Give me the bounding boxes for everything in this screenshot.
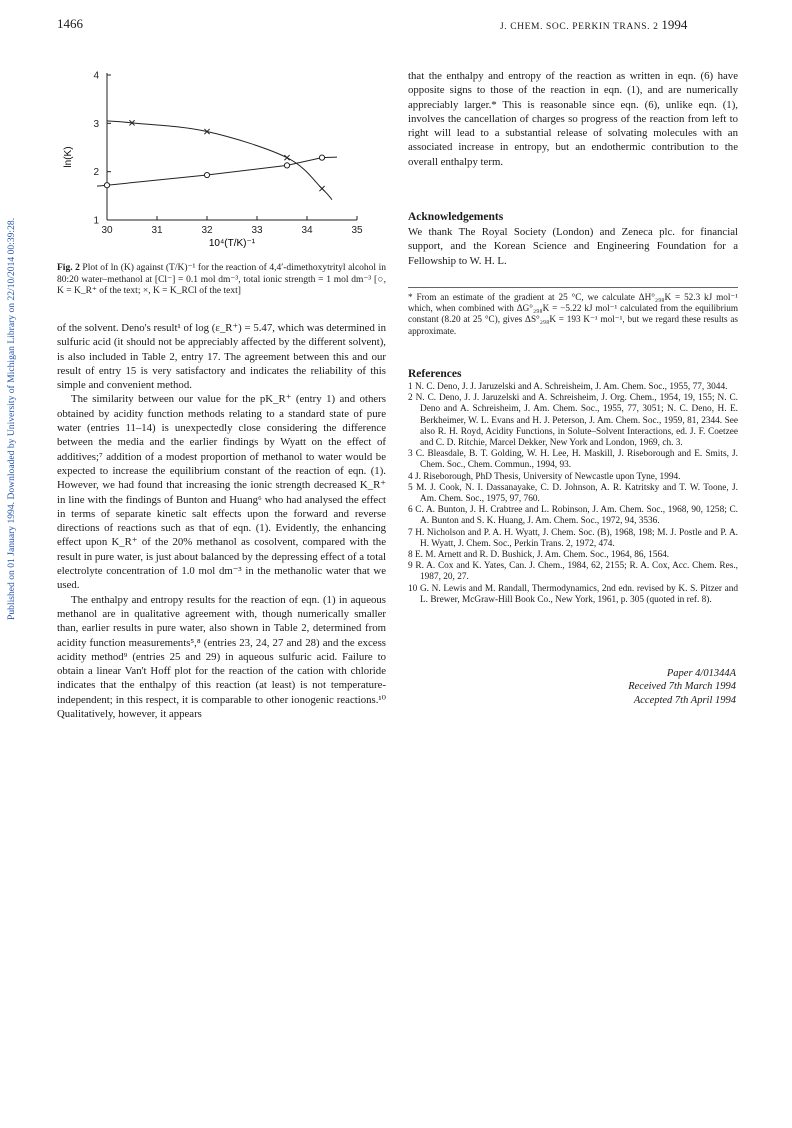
circle-data-point bbox=[319, 155, 324, 160]
download-side-note-text: Published on 01 January 1994. Downloaded by University of Michigan Library on 22/10/2014 00:39:28. bbox=[6, 217, 17, 620]
acknowledgements-text: We thank The Royal Society (London) and Zeneca plc. for financial support, and the Korean Science and Engineering Foundation for a Fellowship to W. H. L. bbox=[408, 226, 738, 267]
x-tick-label: 35 bbox=[351, 225, 363, 236]
circle-data-point bbox=[284, 163, 289, 168]
reference-item: 5 M. J. Cook, N. I. Dassanayake, C. D. Johnson, A. R. Katritsky and T. W. Toone, J. Am. Chem. Soc., 1975, 97, 760. bbox=[408, 482, 738, 505]
paragraph-continuation: that the enthalpy and entropy of the reaction as written in eqn. (6) have opposite signs to those of the reaction in eqn. (1), and are numerically appreciably larger.* This is reasonable since eqn. (6), unlike eqn. (1), involves the cancellation of charges so progress of the reaction from left to right will lead to a substantial release of solvating molecules with an associated increase in entropy, but an endothermic contribution to the overall enthalpy term. bbox=[408, 70, 738, 168]
page-number: 1466 bbox=[57, 16, 83, 31]
y-tick-label: 2 bbox=[93, 167, 99, 179]
circle-data-point bbox=[104, 183, 109, 188]
series-circle-line bbox=[97, 157, 337, 186]
journal-year: 1994 bbox=[661, 17, 688, 32]
accepted-date: Accepted 7th April 1994 bbox=[633, 694, 736, 706]
y-tick-label: 1 bbox=[93, 215, 99, 227]
series-cross-line bbox=[107, 121, 332, 200]
left-column bbox=[57, 321, 386, 721]
reference-item: 1 N. C. Deno, J. J. Jaruzelski and A. Schreisheim, J. Am. Chem. Soc., 1955, 77, 3044. bbox=[408, 382, 728, 392]
download-side-note bbox=[6, 100, 18, 620]
paper-number: Paper 4/01344A bbox=[666, 668, 736, 679]
x-tick-label: 31 bbox=[151, 225, 163, 236]
reference-item: 4 J. Riseborough, PhD Thesis, University of Newcastle upon Tyne, 1994. bbox=[408, 471, 681, 482]
references-heading: References bbox=[408, 368, 462, 380]
chart-axes bbox=[93, 71, 363, 237]
paragraph-deno: of the solvent. Deno's result¹ of log (ε_R⁺) = 5.47, which was determined in sulfuric acid (it should not be appreciably affected by the different solvent), is also included in Table 2, entry 17. The agreement between this and our result of entry 15 is very satisfactory and indicates the reliability of this simple and convenient method. bbox=[57, 322, 386, 392]
reference-item: 7 H. Nicholson and P. A. H. Wyatt, J. Chem. Soc. (B), 1968, 198; M. J. Postle and P. A. H. Wyatt, J. Chem. Soc., Perkin Trans. 2, 1972, 474. bbox=[408, 527, 738, 549]
paragraph-enthalpy: The enthalpy and entropy results for the reaction of eqn. (1) in aqueous methanol are in qualitative agreement with, though numerically smaller than, earlier results in pure water, also shown in Table 2, determined from acidity function measurements⁵,⁸ (entries 23, 24, 27 and 28) and the excess acidity method⁹ (entries 25 and 29) in aqueous sulfuric acid. Failure to obtain a linear Van't Hoff plot for the reaction of the cation with chloride indicates that the enthalpy of this reaction (at least) is not temperature-independent; in this respect, it is comparable to other ionogenic reactions.¹⁰ Qualitatively, however, it appears bbox=[57, 593, 386, 721]
received-date: Received 7th March 1994 bbox=[628, 681, 736, 693]
journal-title bbox=[500, 17, 687, 33]
reference-item: 3 C. Bleasdale, B. T. Golding, W. H. Lee, H. Maskill, J. Riseborough and E. Smits, J. Chem. Soc., Chem. Commun., 1994, 93. bbox=[408, 449, 738, 471]
x-tick-label: 32 bbox=[201, 225, 213, 236]
journal-name: J. CHEM. SOC. PERKIN TRANS. 2 bbox=[500, 22, 659, 32]
cross-data-point bbox=[319, 186, 324, 191]
x-axis-label: 10⁴(T/K)⁻¹ bbox=[208, 238, 256, 249]
acknowledgements-heading: Acknowledgements bbox=[408, 211, 504, 223]
paragraph-similarity: The similarity between our value for the pK_R⁺ (entry 1) and others obtained by acidity function methods relating to a standard state of pure water (entries 11–14) is unexpectedly close considering the difference between the media and the earlier findings by Wyatt on the effect of additives;⁷ addition of a modest proportion of methanol to water would be expected to increase the equilibrium constant of the reaction of eqn. (1). However, we had found that increasing the ionic strength decreased K_R⁺ in line with the findings of Bunton and Huang⁶ who had analysed the effect in terms of separate kinetic salt effects upon the forward and reverse directions of reactions such as that of eqn. (1). Evidently, the enhancing effect upon K_R⁺ of the 20% methanol as cosolvent, compared with the result in pure water, is just about balanced by the depressing effect of a total electrolyte concentration of 1.0 mol dm⁻³ in the methanolic water that we used. bbox=[57, 393, 386, 592]
y-tick-label: 3 bbox=[93, 118, 99, 130]
references-section bbox=[408, 368, 738, 606]
right-column-intro bbox=[408, 69, 738, 169]
circle-data-point bbox=[204, 172, 209, 177]
figure-2-chart bbox=[57, 60, 386, 260]
y-tick-label: 4 bbox=[93, 70, 99, 82]
reference-item: 9 R. A. Cox and K. Yates, Can. J. Chem., 1984, 62, 2155; R. A. Cox, Acc. Chem. Res., 1987, 20, 27. bbox=[408, 561, 738, 583]
paper-info bbox=[560, 667, 736, 707]
reference-item: 8 E. M. Arnett and R. D. Bushick, J. Am. Chem. Soc., 1964, 86, 1564. bbox=[408, 550, 670, 561]
x-tick-label: 30 bbox=[101, 225, 113, 236]
x-tick-label: 33 bbox=[251, 225, 263, 236]
reference-item: 10 G. N. Lewis and M. Randall, Thermodynamics, 2nd edn. revised by K. S. Pitzer and L. Brewer, McGraw-Hill Book Co., New York, 1961, p. 305 (quoted in ref. 8). bbox=[408, 583, 738, 605]
y-axis-label: ln(K) bbox=[63, 146, 74, 168]
chart-marks bbox=[97, 120, 337, 199]
figure-label: Fig. 2 bbox=[57, 263, 80, 273]
reference-item: 2 N. C. Deno, J. J. Jaruzelski and A. Schreisheim, J. Org. Chem., 1954, 19, 155; N. C. Deno and A. Schreisheim, J. Am. Chem. Soc., 1955, 77, 3051; N. C. Deno, H. E. Berkheimer, W. L. Evans and H. J. Peterson, J. Am. Chem. Soc., 1959, 81, 2344. See also R. H. Royd, Acidity Functions, in Solute–Solvent Interactions, ed. J. F. Coetzee and C. D. Ritchie, Marcel Dekker, New York and London, 1969, ch. 3. bbox=[408, 393, 738, 449]
acknowledgements-section bbox=[408, 211, 738, 268]
x-tick-label: 34 bbox=[301, 225, 313, 236]
footnote: * From an estimate of the gradient at 25 °C, we calculate ΔH°₂₉₈K = 52.3 kJ mol⁻¹ which, when combined with ΔG°₂₉₈K = −5.22 kJ mol⁻¹ calculated from the equilibrium constant (8.20 at 25 °C), gives ΔS°₂₉₈K = 193 K⁻¹ mol⁻¹, but we regard these results as approximate. bbox=[408, 287, 738, 337]
reference-list bbox=[408, 382, 738, 606]
reference-item: 6 C. A. Bunton, J. H. Crabtree and L. Robinson, J. Am. Chem. Soc., 1968, 90, 1258; C. A. Bunton and S. K. Huang, J. Am. Chem. Soc., 1972, 94, 3536. bbox=[408, 505, 738, 527]
cross-data-point bbox=[284, 155, 289, 160]
figure-caption-text: Plot of ln (K) against (T/K)⁻¹ for the reaction of 4,4′-dimethoxytrityl alcohol in 80:20 water–methanol at [Cl⁻] = 0.1 mol dm⁻³, total ionic strength = 1 mol dm⁻³ [○, K = K_R⁺ of the text; ×, K = K_RCl of the text] bbox=[57, 263, 386, 297]
figure-caption bbox=[57, 263, 386, 298]
